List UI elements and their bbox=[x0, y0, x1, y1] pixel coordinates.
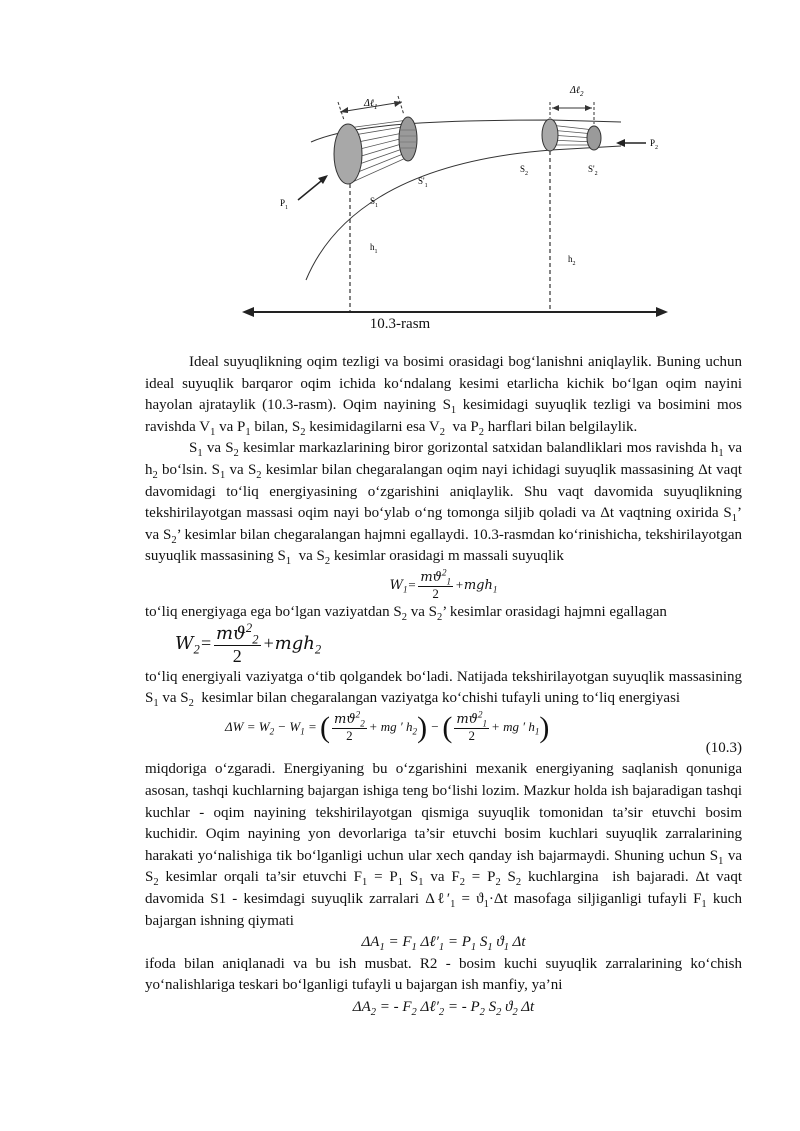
paragraph-6: ifoda bilan aniqlanadi va bu ish musbat. R2 - bosim kuchi suyuqlik zarralarining ko‘chish yo‘nalishlariga teskari bo‘lganligi tufayli u bajargan ish manfiy, ya’ni bbox=[145, 955, 742, 994]
label-p2: $P_2$ bbox=[650, 138, 659, 151]
equation-delta-w: $\Delta W = W_2 - W_1$ = ( $\frac{mϑ^2_2}{2}$ + mg ′ $h_2$) − ( $\frac{mϑ^2_1}{2}$ + mg ′ $h_1$) bbox=[225, 709, 550, 745]
paragraph-5: miqdoriga o‘zgaradi. Energiyaning bu o‘zgarishini mexanik energiyaning saqlanish qonuniga asosan, tashqi kuchlarning bajargan ishiga teng bo‘lishi lozim. Mazkur holda ish bajaradigan tashqi kuchlar - oqim nayining tekshirilayotgan qismiga suyuqlik tomonidan ta’sir etuvchi bosim kuchidir. Oqim nayining yon devorlariga ta’sir etuvchi bosim kuchlari suyuqlik zarralarining harakati yo‘nalishiga tik bo‘lganligi uchun ular xech qanday ish bajarmaydi. Shuning uchun $S_1$ va $S_2$ kesimlar orqali ta’sir etuvchi $F_1 = P_1$ $S_1$ va $F_2 = P_2$ $S_2$ kuchlargina ish bajaradi. Δt vaqt davomida S1 - kesimdagi suyuqlik zarralari $\Delta\ell'_1 = ϑ_1\cdot\Delta t$ masofaga siljiganligi tufayli $F_1$ kuch bajargan ishning qiymati bbox=[145, 761, 743, 929]
label-p1: $P_1$ bbox=[280, 198, 289, 211]
paragraph-4: to‘liq energiyali vaziyatga o‘tib qolgandek bo‘ladi. Natijada tekshirilayotgan suyuqlik massasining $S_1$ va $S_2$ kesimlar bilan chegaralangan vaziyatga ko‘chishi tufayli uning to‘liq energiyasi bbox=[145, 668, 742, 710]
label-s2-prime: $S'_2$ bbox=[588, 164, 598, 177]
equation-number: (10.3) bbox=[705, 739, 742, 756]
label-s1: $S_1$ bbox=[370, 196, 379, 209]
pipe-flow-figure bbox=[236, 80, 676, 340]
section-s1 bbox=[334, 124, 362, 184]
label-dl1: Δℓ$_1$ bbox=[364, 98, 378, 111]
section-s1-prime bbox=[399, 117, 417, 161]
equation-a1: $\Delta A_1 = F_1$ $\Delta\ell'_1 = P_1$ $S_1$ $ϑ_1$ Δt bbox=[361, 934, 526, 954]
section-s2 bbox=[542, 119, 558, 151]
equation-w2: $W_2=$ $\frac{mϑ^2_2}{2}$ +mgh$_2$ bbox=[175, 621, 322, 667]
figure-caption: 10.3-rasm bbox=[369, 316, 431, 332]
label-dl2: Δℓ$_2$ bbox=[570, 85, 584, 98]
equation-w1: $W_1=$ $\frac{mϑ^2_1}{2}$ +mgh$_1$ bbox=[389, 567, 498, 601]
equation-a2: $\Delta A_2$ = - $F_2$ $\Delta\ell'_2$ = - $P_2$ $S_2$ $ϑ_2$ Δt bbox=[352, 998, 535, 1018]
dl1-right-tick bbox=[398, 96, 404, 115]
section-s2-prime bbox=[587, 126, 601, 150]
body-text bbox=[145, 352, 742, 1019]
label-s2: $S_2$ bbox=[520, 164, 529, 177]
pipe-flow-diagram bbox=[236, 80, 676, 340]
paragraph-2: $S_1$ va $S_2$ kesimlar markazlarining biror gorizontal satxidan balandliklari mos ravishda $h_1$ va $h_2$ bo‘lsin. $S_1$ va $S_2$ kesimlar bilan chegaralangan oqim nayi ichidagi suyuqlik massasining Δt vaqt davomidagi to‘liq energiyasining o‘zgarishini aniqlaylik. Shu vaqt davomida suyuqlikning tekshirilayotgan massasi oqim nayi bo‘ylab o‘ng tomonga siljib qoladi va Δt vaqtning oxirida $S_1$’ va $S_2$’ kesimlar bilan chegaralangan hajmni egallaydi. 10.3-rasmdan ko‘rinishicha, tekshirilayotgan suyuqlik massasining $S_1$ va $S_2$ kesimlar orasidagi m massali suyuqlik bbox=[145, 440, 742, 568]
label-h2: $h_2$ bbox=[568, 254, 576, 267]
label-s1-prime: $S'_1$ bbox=[418, 176, 428, 189]
paragraph-1: Ideal suyuqlikning oqim tezligi va bosimi orasidagi bog‘lanishni aniqlaylik. Buning uchun ideal suyuqlik barqaror oqim ichida ko‘ndalang kesimi etarlicha kichik bo‘lgan oqim nayini hayolan ajrataylik (10.3-rasm). Oqim nayining $S_1$ kesimidagi suyuqlik tezligi va bosimini mos ravishda $V_1$ va $P_1$ bilan, $S_2$ kesimidagilarni esa $V_2$ va $P_2$ harflari bilan belgilaylik. bbox=[145, 354, 742, 438]
label-h1: $h_1$ bbox=[370, 242, 378, 255]
paragraph-3: to‘liq energiyaga ega bo‘lgan vaziyatdan $S_2$ va $S_2$’ kesimlar orasidagi hajmni egallagan bbox=[145, 603, 667, 623]
